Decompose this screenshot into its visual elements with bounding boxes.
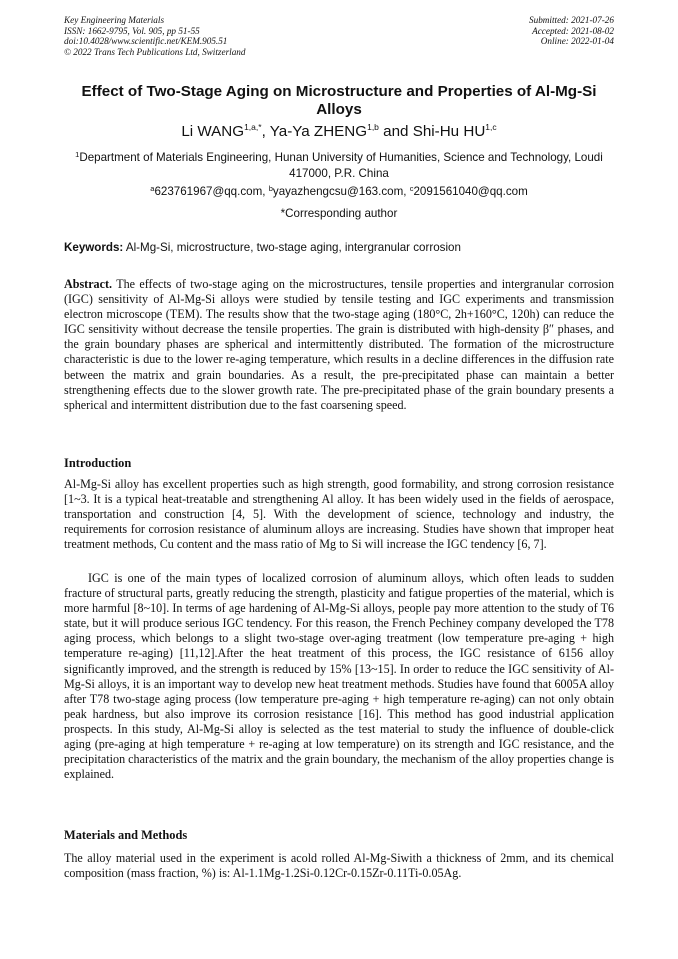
keywords-text: Al-Mg-Si, microstructure, two-stage aging, intergranular corrosion (123, 241, 461, 254)
submission-dates (529, 15, 614, 47)
introduction-paragraph: IGC is one of the main types of localized corrosion of aluminum alloys, which often leads to sudden fracture of structural parts, greatly reducing the strength, plasticity and fatigue properties of the material, which is more harmful [8~10]. In terms of age hardening of Al-Mg-Si alloys, people pay more attention to the study of T6 state, but it will produce serious IGC tendency. For this reason, the French Pechiney company developed the T78 aging process, which belongs to a slight two-stage over-aging treatment (low temperature pre-aging + high temperature re-aging) [11,12].After the heat treatment of this process, the IGC resistance of 6156 alloy significantly improved, and the strength is reduced by 15% [13~15]. In order to reduce the IGC sensitivity of Al-Mg-Si alloys, it is an important way to develop new heat treatment methods. Studies have found that 6005A alloy after T78 two-stage aging process (low temperature pre-aging + high temperature re-aging) can not only obtain peak hardness, but also improve its corrosion resistance [16]. This method has good industrial application prospects. In this study, Al-Mg-Si alloy is selected as the test material to study the influence of double-click aging (pre-aging at high temperature + re-aging at low temperature) on its strength and IGC resistance, and the precipitation characteristics of the matrix and the grain boundary, the mechanism of the alloy properties change is explained. (64, 571, 614, 782)
email-address[interactable]: yayazhengcsu@163.com (272, 185, 404, 198)
abstract (64, 277, 614, 413)
issn-line: ISSN: 1662-9795, Vol. 905, pp 51-55 (64, 25, 200, 36)
copyright-line: © 2022 Trans Tech Publications Ltd, Switzerland (64, 46, 246, 57)
journal-info (64, 15, 245, 57)
introduction-paragraph: Al-Mg-Si alloy has excellent properties such as high strength, good formability, and strong corrosion resistance [1~3. It is a typical heat-treatable and strengthening Al alloy. It has been widely used in the fields of aerospace, transportation and construction [4, 5]. With the development of science, technology and industry, the requirements for corrosion resistance of aluminum alloys are increasing. Studies have shown that improper heat treatment methods, Cu content and the mass ratio of Mg to Si will increase the IGC tendency [6, 7]. (64, 477, 614, 552)
author-superscript: 1,b (367, 122, 379, 132)
accepted-date: Accepted: 2021-08-02 (532, 25, 614, 36)
abstract-text: The effects of two-stage aging on the microstructures, tensile properties and intergranular corrosion (IGC) sensitivity of Al-Mg-Si alloys were studied by tensile testing and IGC experiments and transmission electron microscope (TEM). The results show that the two-stage aging (180°C, 2h+160°C, 120h) can reduce the IGC sensitivity without decrease the tensile properties. The grain is distributed with high-density β″ phases, and the grain boundary phases are spherical and intermittently distributed. The formation of the microstructure characteristic is due to the lower re-aging temperature, which results in a decline differences in the diffusion rate between the matrix and grain boundaries. As a result, the pre-precipitated phase can maintain a better strengthening effects due to the slower growth rate. The pre-precipitated phase of the grain boundary presents a spherical and intermittent distribution due to the fast coarsening speed. (64, 277, 614, 412)
affiliation-text: Department of Materials Engineering, Hunan University of Humanities, Science and Technology, Loudi 417000, P.R. China (79, 151, 603, 180)
email-separator: , (262, 185, 269, 198)
email-address[interactable]: 623761967@qq.com (154, 185, 263, 198)
author-name: Li WANG (181, 123, 245, 140)
methods-heading: Materials and Methods (64, 828, 188, 842)
email-superscript: c (409, 184, 414, 193)
doi-line[interactable]: doi:10.4028/www.scientific.net/KEM.905.51 (64, 36, 228, 47)
email-separator: , (403, 185, 410, 198)
methods-paragraph: The alloy material used in the experiment is acold rolled Al-Mg-Siwith a thickness of 2mm, and its chemical composition (mass fraction, %) is: Al-1.1Mg-1.2Si-0.12Cr-0.15Zr-0.11Ti-0.05Ag. (64, 851, 614, 881)
author-list (64, 123, 614, 141)
affiliation (64, 150, 614, 182)
email-address[interactable]: 2091561040@qq.com (413, 185, 528, 198)
author-name: Shi-Hu HU (412, 123, 486, 140)
abstract-label: Abstract. (64, 277, 113, 291)
introduction-heading: Introduction (64, 456, 132, 470)
email-list (64, 185, 614, 199)
author-name: Ya-Ya ZHENG (269, 123, 368, 140)
corresponding-author-note: *Corresponding author (280, 207, 398, 220)
email-superscript: a (150, 184, 155, 193)
email-superscript: b (268, 184, 273, 193)
keywords (64, 241, 614, 255)
submitted-date: Submitted: 2021-07-26 (529, 15, 614, 25)
author-superscript: 1,a,* (244, 122, 262, 132)
affiliation-superscript: 1 (75, 150, 80, 159)
journal-name: Key Engineering Materials (64, 15, 165, 25)
author-separator: , (261, 123, 270, 140)
author-superscript: 1,c (485, 122, 497, 132)
paper-title: Effect of Two-Stage Aging on Microstructure and Properties of Al-Mg-Si Alloys (81, 83, 597, 118)
author-separator: and (378, 123, 413, 140)
keywords-label: Keywords: (64, 241, 124, 254)
online-date: Online: 2022-01-04 (540, 36, 614, 47)
